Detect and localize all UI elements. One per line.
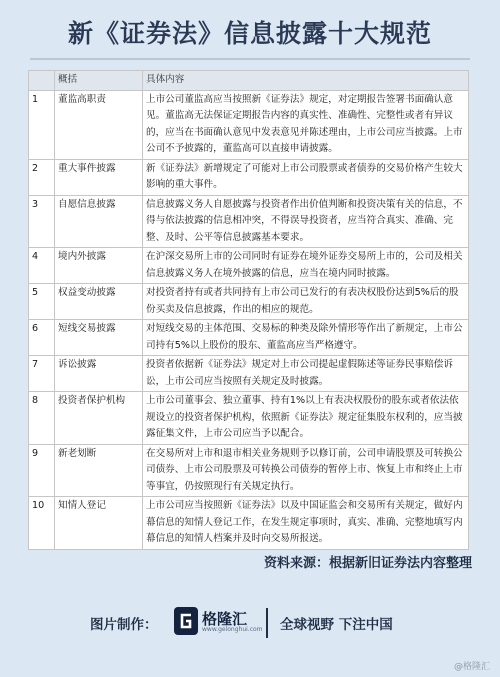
table-row <box>29 444 469 497</box>
row-content: 上市公司应当按照新《证券法》以及中国证监会和交易所有关规定，做好内幕信息的知情人登记工作，在发生规定事项时，真实、准确、完整地填写内幕信息的知情人档案并及时向交易所报送。 <box>143 497 469 550</box>
row-summary: 新老划断 <box>55 444 143 497</box>
table-row <box>29 392 469 445</box>
row-summary: 知情人登记 <box>55 497 143 550</box>
table-row <box>29 320 469 356</box>
row-content: 在交易所对上市和退市相关业务规则予以修订前，公司申请股票及可转换公司债券、上市公司股票及可转换公司债券的暂停上市、恢复上市和终止上市等事宜，仍按照现行有关规定执行。 <box>143 444 469 497</box>
footer-slogan: 全球视野 下注中国 <box>280 617 393 633</box>
table-row <box>29 356 469 392</box>
row-content: 对投资者持有或者共同持有上市公司已发行的有表决权股份达到5%后的股份买卖及信息披露，作出的相应的规范。 <box>143 284 469 320</box>
table-row <box>29 159 469 195</box>
info-table <box>28 70 469 550</box>
row-index: 4 <box>29 248 55 284</box>
table-row <box>29 497 469 550</box>
row-index: 10 <box>29 497 55 550</box>
row-index: 8 <box>29 392 55 445</box>
row-summary: 投资者保护机构 <box>55 392 143 445</box>
logo-subtext: www.gelonghui.com <box>202 626 263 633</box>
logo-text: 格隆汇 <box>202 610 248 628</box>
table-row <box>29 90 469 159</box>
source-note: 资料来源：根据新旧证券法内容整理 <box>263 556 472 571</box>
row-content: 上市公司董监高应当按照新《证券法》规定，对定期报告签署书面确认意见。董监高无法保证定期报告内容的真实性、准确性、完整性或者有异议的，应当在书面确认意见中发表意见并陈述理由，上市公司应当披露。上市公司不予披露的，董监高可以直接申请披露。 <box>143 90 469 159</box>
row-index: 3 <box>29 195 55 248</box>
row-content: 投资者依据新《证券法》规定对上市公司提起虚假陈述等证券民事赔偿诉讼，上市公司应当按照有关规定及时披露。 <box>143 356 469 392</box>
row-index: 7 <box>29 356 55 392</box>
row-content: 新《证券法》新增规定了可能对上市公司股票或者债券的交易价格产生较大影响的重大事件。 <box>143 159 469 195</box>
row-summary: 自愿信息披露 <box>55 195 143 248</box>
row-index: 5 <box>29 284 55 320</box>
row-summary: 权益变动披露 <box>55 284 143 320</box>
header-index <box>29 71 55 91</box>
row-index: 2 <box>29 159 55 195</box>
row-index: 9 <box>29 444 55 497</box>
row-summary: 董监高职责 <box>55 90 143 159</box>
footer-bar <box>0 596 500 652</box>
row-index: 6 <box>29 320 55 356</box>
row-content: 信息披露义务人自愿披露与投资者作出价值判断和投资决策有关的信息，不得与依法披露的信息相冲突，不得误导投资者，应当符合真实、准确、完整、及时、公平等信息披露基本要求。 <box>143 195 469 248</box>
row-summary: 短线交易披露 <box>55 320 143 356</box>
gelonghui-logo-icon <box>173 606 199 636</box>
row-content: 对短线交易的主体范围、交易标的种类及除外情形等作出了新规定，上市公司持有5%以上股份的股东、董监高应当严格遵守。 <box>143 320 469 356</box>
row-content: 上市公司董事会、独立董事、持有1%以上有表决权股份的股东或者依法依规设立的投资者保护机构，依照新《证券法》规定征集股东权利的，应当披露征集文件，上市公司应当予以配合。 <box>143 392 469 445</box>
table-header-row <box>29 71 469 91</box>
row-content: 在沪深交易所上市的公司同时有证券在境外证券交易所上市的，公司及相关信息披露义务人在境外披露的信息，应当在境内同时披露。 <box>143 248 469 284</box>
footer-divider <box>266 608 268 638</box>
row-index: 1 <box>29 90 55 159</box>
title-divider <box>30 58 470 60</box>
footer-label: 图片制作： <box>90 617 158 633</box>
page-title: 新《证券法》信息披露十大规范 <box>67 19 432 48</box>
row-summary: 诉讼披露 <box>55 356 143 392</box>
header-content: 具体内容 <box>143 71 469 91</box>
table-row <box>29 284 469 320</box>
table-row <box>29 248 469 284</box>
table-row <box>29 195 469 248</box>
row-summary: 重大事件披露 <box>55 159 143 195</box>
row-summary: 境内外披露 <box>55 248 143 284</box>
header-summary: 概括 <box>55 71 143 91</box>
watermark: @格隆汇 <box>453 662 490 672</box>
